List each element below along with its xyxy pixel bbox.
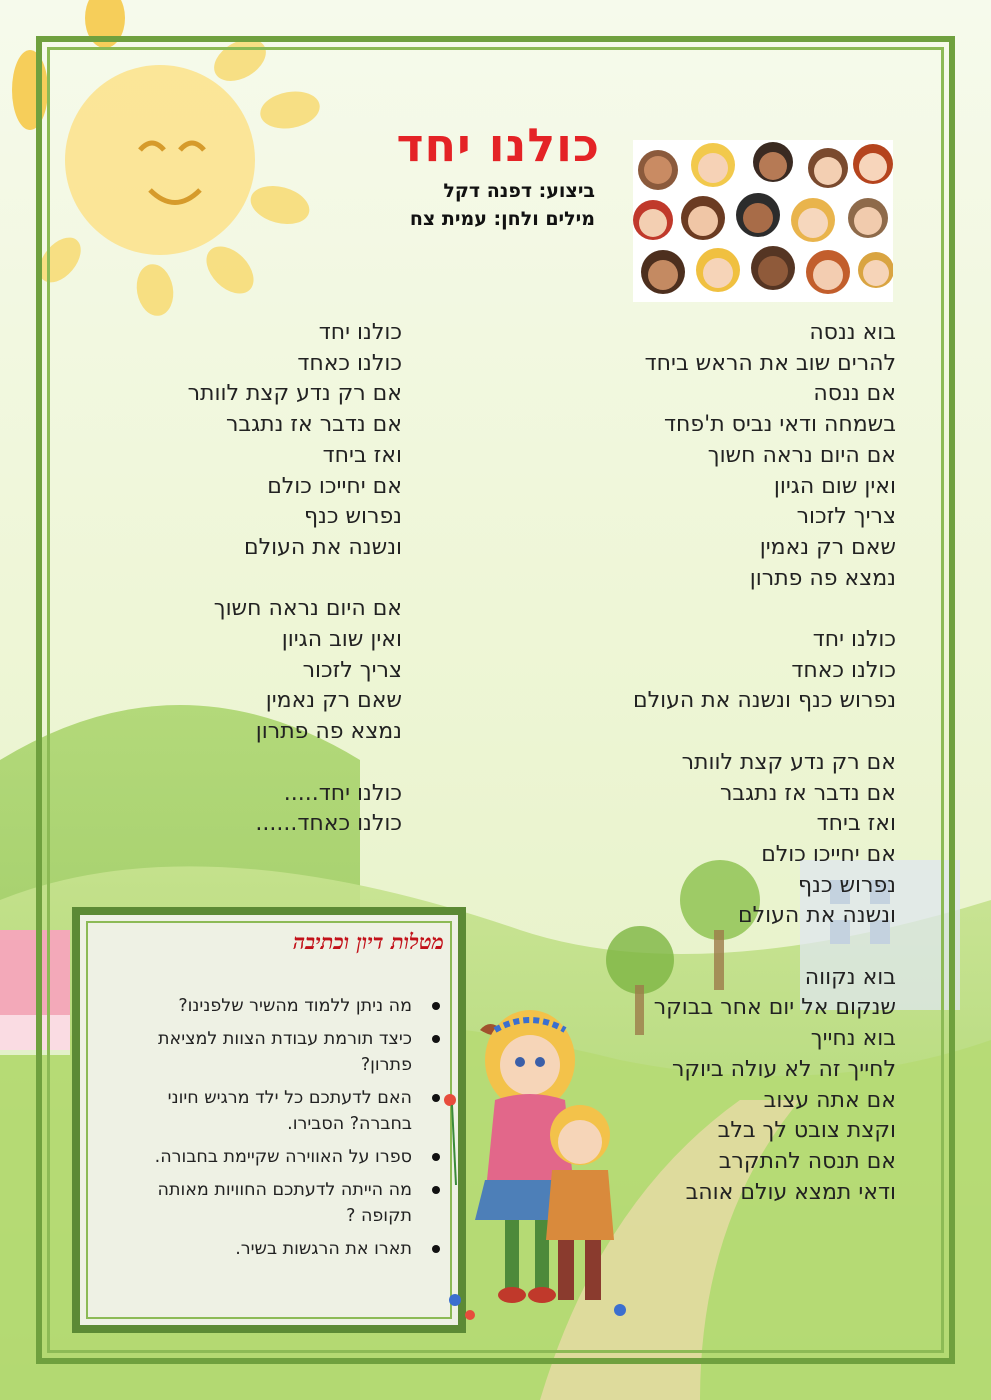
lyric-line: אם תנסה להתקרב (718, 1148, 896, 1174)
lyric-line: כולנו יחד (318, 320, 402, 345)
lyric-line: שאם רק נאמין (759, 534, 896, 560)
lyric-line: אם רק נדע קצת לוותר (681, 749, 896, 775)
lyric-line: ואז ביחד (322, 442, 402, 468)
question-item (110, 1236, 440, 1262)
question-text: מה הייתה לדעתכם החוויות מאותה תקופה ? (157, 1180, 412, 1226)
lyric-line: כולנו כאחד...... (255, 811, 402, 837)
lyric-line: נפרוש כנף ונשנה את העולם (632, 688, 896, 714)
question-item (110, 1144, 440, 1170)
lyric-line: אם אתה עצוב (763, 1087, 896, 1113)
lyrics-stanza (130, 594, 402, 748)
question-item (110, 1177, 440, 1229)
bullet-icon (432, 1002, 440, 1010)
lyric-line: אם ננסה (813, 381, 896, 407)
lyrics-stanza (560, 318, 896, 594)
lyric-line: ונשנה את העולם (244, 534, 402, 560)
children-crowd-illustration (633, 140, 893, 302)
bullet-icon (432, 1186, 440, 1194)
lyric-line: כולנו יחד..... (283, 780, 402, 806)
lyric-line: להרים שוב את הראש ביחד (644, 350, 896, 376)
lyric-line: צריך לזכור (796, 504, 896, 530)
lyric-line: ואז ביחד (816, 811, 896, 837)
question-text: מה ניתן ללמוד מהשיר שלפנינו? (178, 996, 412, 1016)
two-children-illustration (440, 1000, 640, 1330)
lyric-line: אם נדבר אז נתגבר (225, 412, 402, 438)
lyric-line: ודאי תמצא עולם אוהב (685, 1179, 896, 1205)
discussion-title: מטלות דיון וכתיבה (292, 929, 444, 954)
lyric-line: אם היום נראה חשוך (213, 596, 402, 622)
lyric-line: צריך לזכור (302, 657, 402, 683)
song-title: כולנו יחד (396, 118, 600, 172)
lyric-line: אם יחייכו כולם (267, 473, 402, 499)
bullet-icon (432, 1094, 440, 1102)
lyric-line: בוא נקווה (804, 964, 896, 990)
writer-credit: מילים ולחן: עמית צח (409, 208, 595, 230)
lyric-line: אם רק נדע קצת לוותר (187, 381, 402, 407)
question-item (110, 993, 440, 1019)
lyric-line: ואין שוב הגיון (281, 627, 402, 653)
discussion-box (72, 907, 466, 1333)
lyric-line: כולנו כאחד (297, 350, 402, 376)
lyrics-left-column (130, 318, 402, 871)
discussion-questions (110, 993, 440, 1269)
lyrics-stanza (560, 625, 896, 717)
lyric-line: נמצא פה פתרון (255, 719, 402, 745)
lyric-line: בוא ננסה (809, 320, 896, 345)
lyric-line: נמצא פה פתרון (749, 565, 896, 591)
lyric-line: אם היום נראה חשוך (707, 442, 896, 468)
question-text: תארו את הרגשות בשיר. (235, 1239, 412, 1259)
lyrics-stanza (560, 748, 896, 932)
lyric-line: כולנו כאחד (791, 657, 896, 683)
bullet-icon (432, 1153, 440, 1161)
question-text: האם לדעתכם כל ילד מרגיש חיוני בחברה? הסבירו. (167, 1088, 412, 1134)
lyric-line: כולנו יחד (812, 627, 896, 653)
lyric-line: אם יחייכו כולם (761, 841, 896, 867)
question-text: כיצד תורמת עבודת הצוות למציאת פתרון? (158, 1029, 412, 1075)
lyric-line: בוא נחייך (810, 1026, 896, 1052)
lyric-line: שאם רק נאמין (265, 688, 402, 714)
bullet-icon (432, 1245, 440, 1253)
lyric-line: נפרוש כנף (303, 504, 402, 530)
lyric-line: לחייך זה לא עולה ביוקר (671, 1056, 896, 1082)
lyrics-stanza (130, 318, 402, 564)
lyric-line: אם נדבר אז נתגבר (719, 780, 896, 806)
performer-credit: ביצוע: דפנה דקל (443, 180, 595, 202)
lyrics-stanza (130, 779, 402, 840)
question-item (110, 1026, 440, 1078)
lyric-line: בשמחה ודאי נביס ת'פחד (664, 412, 896, 438)
lyric-line: ואין שום הגיון (773, 473, 896, 499)
lyric-line: ונשנה את העולם (738, 903, 896, 929)
lyric-line: נפרוש כנף (797, 872, 896, 898)
lyric-line: וקצת צובט לך בלב (717, 1118, 896, 1144)
question-text: ספרו על האווירה שקיימת בחבורה. (154, 1147, 412, 1167)
lyric-line: שנקום אל יום אחר בבוקר (653, 995, 896, 1021)
question-item (110, 1085, 440, 1137)
bullet-icon (432, 1035, 440, 1043)
